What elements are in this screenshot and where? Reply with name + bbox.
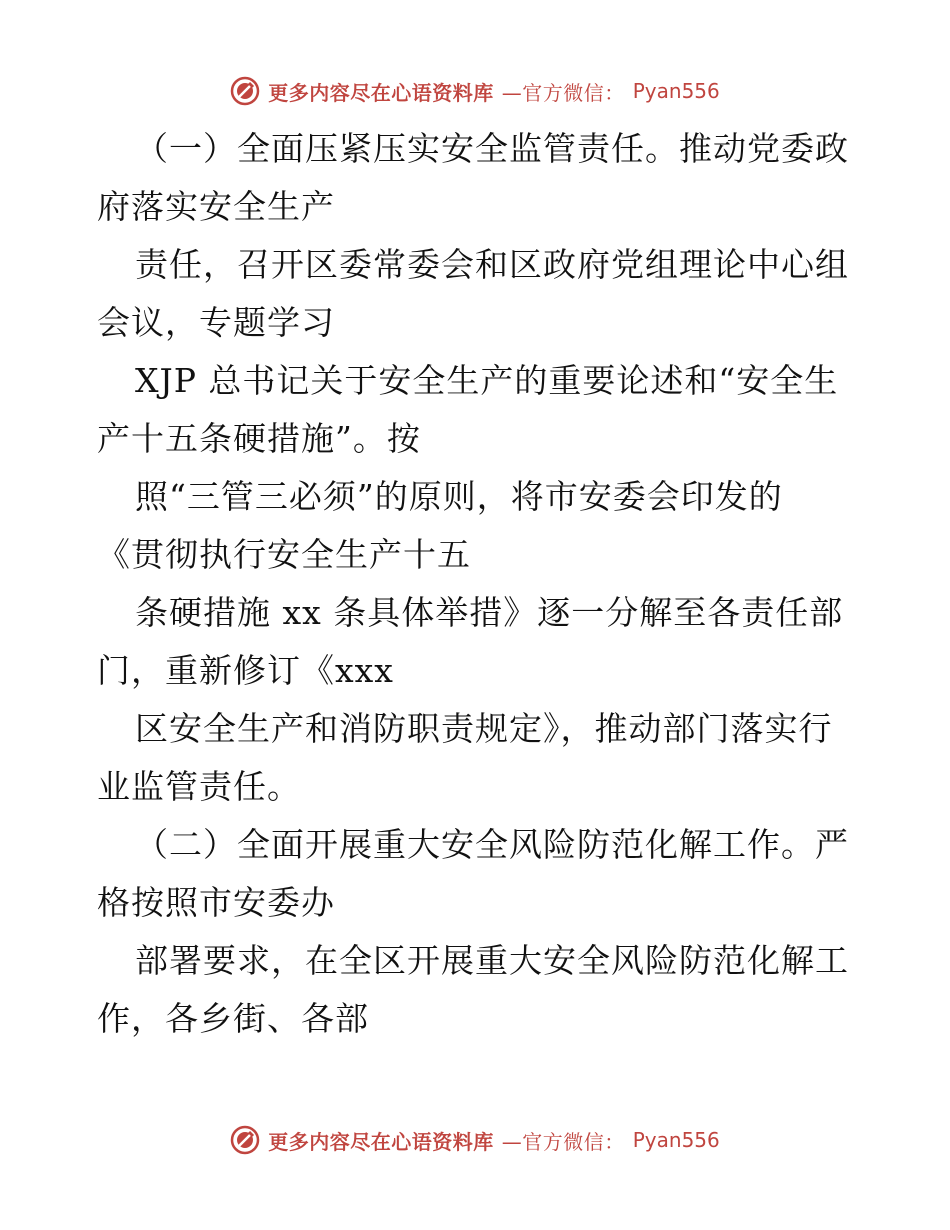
text-line: 门，重新修订《xxx — [97, 651, 394, 690]
text-line: 产十五条硬措施”。按 — [97, 419, 421, 458]
text-line: XJP 总书记关于安全生产的重要论述和“安全生 — [135, 361, 839, 400]
watermark-wechat-id: Pyan556 — [632, 1128, 720, 1152]
text-line: 会议，专题学习 — [97, 303, 335, 342]
text-line: 府落实安全生产 — [97, 187, 335, 226]
header-watermark — [0, 71, 950, 111]
text-line: 照“三管三必须”的原则，将市安委会印发的 — [135, 477, 783, 516]
watermark-wechat-label: —官方微信： — [501, 1129, 625, 1154]
text-line: 作，各乡街、各部 — [97, 999, 369, 1038]
text-line: 《贯彻执行安全生产十五 — [97, 535, 471, 574]
text-line: （二）全面开展重大安全风险防范化解工作。严 — [135, 825, 849, 864]
watermark-site: 更多内容尽在心语资料库 — [268, 1129, 494, 1154]
text-line: 业监管责任。 — [97, 767, 301, 806]
watermark-wechat-id: Pyan556 — [632, 79, 720, 103]
text-line: 区安全生产和消防职责规定》，推动部门落实行 — [135, 709, 833, 748]
footer-watermark — [0, 1120, 950, 1160]
text-line: （一）全面压紧压实安全监管责任。推动党委政 — [135, 129, 849, 168]
watermark-site: 更多内容尽在心语资料库 — [268, 80, 494, 105]
text-line: 格按照市安委办 — [97, 883, 335, 922]
document-body — [97, 120, 857, 1048]
text-line: 条硬措施 xx 条具体举措》逐一分解至各责任部 — [135, 593, 844, 632]
stamp-logo-icon — [230, 76, 260, 106]
text-line: 责任，召开区委常委会和区政府党组理论中心组 — [135, 245, 849, 284]
stamp-logo-icon — [230, 1125, 260, 1155]
watermark-wechat-label: —官方微信： — [501, 80, 625, 105]
text-line: 部署要求，在全区开展重大安全风险防范化解工 — [135, 941, 849, 980]
